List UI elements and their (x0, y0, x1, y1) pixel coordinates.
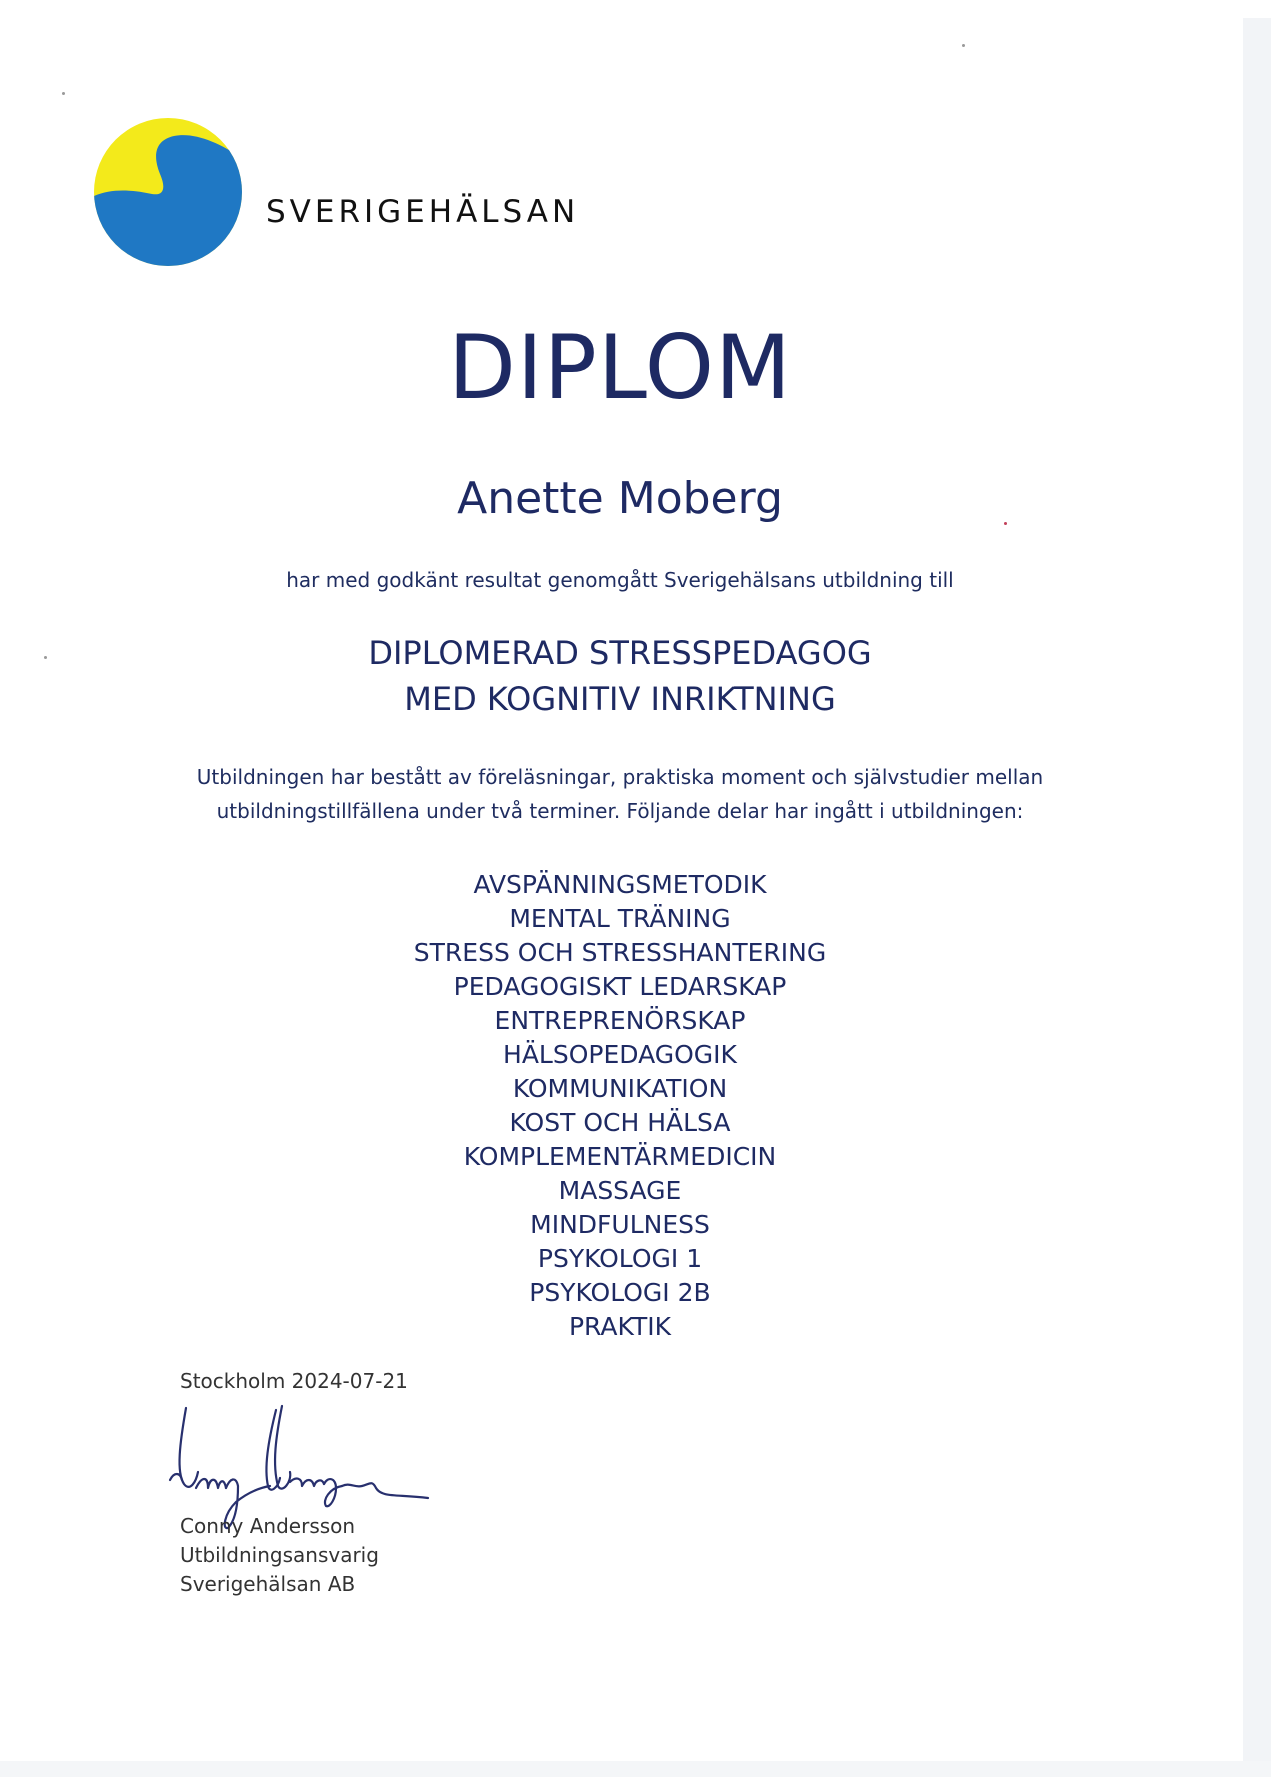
signer-company: Sverigehälsan AB (180, 1572, 356, 1596)
course-item: STRESS OCH STRESSHANTERING (413, 938, 827, 967)
program-title (100, 630, 1140, 722)
description (100, 760, 1140, 828)
signer-block (180, 1512, 379, 1599)
brand-name: SVERIGEHÄLSAN (266, 194, 580, 230)
course-item: KOMMUNIKATION (512, 1074, 728, 1103)
scan-edge-bottom (0, 1761, 1271, 1777)
signer-name: Conny Andersson (180, 1514, 356, 1538)
sverigehalsan-logo-icon (94, 118, 242, 266)
diploma-title: DIPLOM (448, 316, 792, 419)
course-list (100, 868, 1140, 1344)
course-item: KOMPLEMENTÄRMEDICIN (463, 1142, 777, 1171)
scan-edge-right (1243, 18, 1271, 1777)
course-item: PRAKTIK (568, 1312, 672, 1341)
course-item: HÄLSOPEDAGOGIK (503, 1040, 737, 1069)
scan-speck (962, 44, 965, 47)
course-item: PEDAGOGISKT LEDARSKAP (453, 972, 787, 1001)
description-line-2: utbildningstillfällena under två terminer. Följande delar har ingått i utbildningen: (216, 799, 1024, 823)
course-item: MINDFULNESS (530, 1210, 710, 1239)
program-line-2: MED KOGNITIV INRIKTNING (404, 680, 836, 718)
scan-speck (62, 92, 65, 95)
course-item: ENTREPRENÖRSKAP (494, 1006, 746, 1035)
course-item: KOST OCH HÄLSA (509, 1108, 731, 1137)
scan-speck (44, 656, 47, 659)
description-line-1: Utbildningen har bestått av föreläsningar, praktiska moment och självstudier mellan (196, 765, 1044, 789)
signer-role: Utbildningsansvarig (180, 1543, 379, 1567)
place-date: Stockholm 2024-07-21 (180, 1369, 408, 1393)
lead-text: har med godkänt resultat genomgått Sverigehälsans utbildning till (286, 568, 954, 592)
course-item: AVSPÄNNINGSMETODIK (473, 870, 767, 899)
recipient-name: Anette Moberg (457, 473, 783, 524)
scan-speck (1004, 522, 1007, 525)
program-line-1: DIPLOMERAD STRESSPEDAGOG (368, 634, 872, 672)
course-item: PSYKOLOGI 1 (537, 1244, 703, 1273)
course-item: MASSAGE (558, 1176, 682, 1205)
course-item: PSYKOLOGI 2B (529, 1278, 711, 1307)
course-item: MENTAL TRÄNING (509, 904, 731, 933)
